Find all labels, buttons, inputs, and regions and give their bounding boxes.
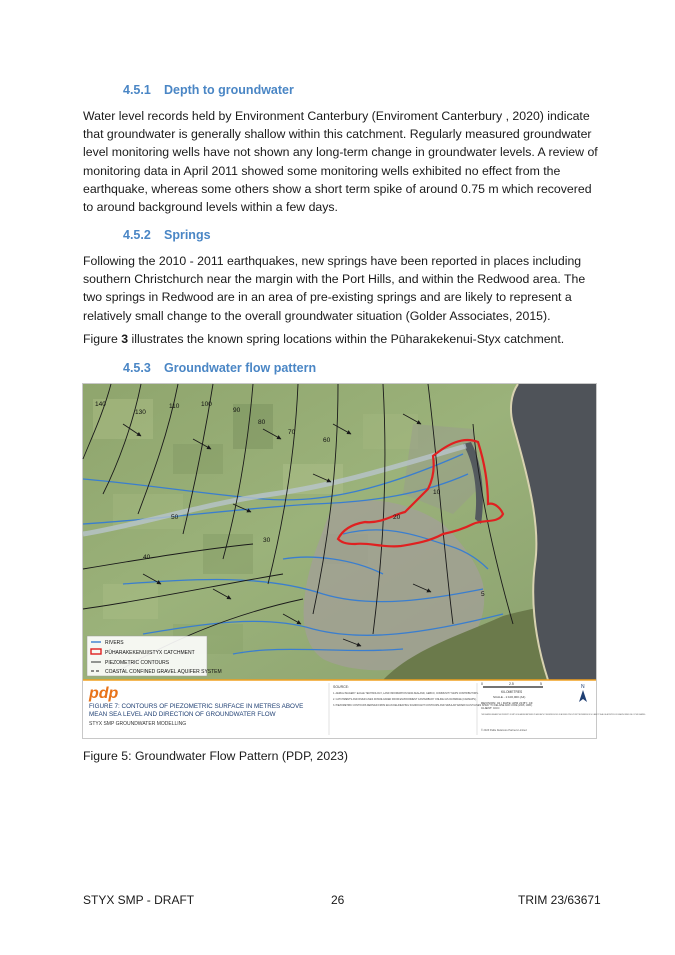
groundwater-flow-map-figure — [82, 383, 646, 739]
footer-right: TRIM 23/63671 — [518, 893, 601, 907]
contour-label: 80 — [258, 419, 266, 426]
section-title: Depth to groundwater — [164, 83, 294, 97]
contour-label: 30 — [263, 537, 271, 544]
contour-label: 70 — [288, 429, 296, 436]
section-heading-4-5-1 — [123, 83, 294, 97]
page-number: 26 — [331, 893, 345, 907]
sources-heading: SOURCE: — [333, 685, 349, 689]
scale-tick: 5 — [540, 682, 542, 686]
paragraph-figure-reference — [83, 330, 603, 348]
contour-label: 90 — [233, 407, 241, 414]
title-block — [83, 680, 646, 738]
legend-item-aquifer: COASTAL CONFINED GRAVEL AQUIFER SYSTEM — [105, 669, 222, 675]
figure-caption: Figure 5: Groundwater Flow Pattern (PDP, 2023) — [83, 749, 348, 763]
contour-label: 140 — [95, 401, 106, 408]
scale-tick: 0 — [481, 682, 483, 686]
section-number: 4.5.2 — [123, 228, 151, 242]
figure-title-line-2: MEAN SEA LEVEL AND DIRECTION OF GROUNDWATER FLOW — [89, 711, 276, 718]
scale-unit: KILOMETRES — [501, 690, 523, 694]
map-legend — [87, 636, 222, 676]
paragraph-depth-to-groundwater: Water level records held by Environment Canterbury (Enviroment Canterbury , 2020) indicate that groundwater is generally shallow within this catchment. Regularly measured groundwater level monitoring wells have not shown any long-term change in groundwater levels. A review of monitoring data in April 2011 showed some monitoring wells exhibited no effect from the earthquake, whereas some others show a short term spike of around 0.75 m which recovered to around background levels within a few days. — [83, 109, 598, 215]
legend-item-rivers: RIVERS — [105, 640, 124, 646]
legend-item-catchment: PŪHARAKEKENUI/STYX CATCHMENT — [105, 650, 195, 656]
section-number: 4.5.3 — [123, 361, 151, 375]
figref-text: illustrates the known spring locations within the Pūharakekenui-Styx catchment. — [128, 332, 565, 346]
figure-number: 3 — [121, 332, 129, 346]
contour-label: 10 — [433, 489, 441, 496]
source-note: 1. AERIAL IMAGERY: EAGLE TECHNOLOGY, LAND INFORMATION NEW ZEALAND, GEBCO, COMMUNITY MAPS CONTRIBUTORS. — [333, 692, 479, 695]
contour-label: 5 — [481, 591, 485, 598]
section-number: 4.5.1 — [123, 83, 151, 97]
section-title: Groundwater flow pattern — [164, 361, 317, 375]
client-info: CLIENT: CCC — [481, 706, 500, 710]
pdp-logo: pdp — [89, 685, 119, 702]
contour-label: 40 — [143, 554, 151, 561]
disclaimer: THIS DRAWING REMAINS THE PROPERTY OF PATTLE DELAMORE PARTNERS LTD AND MAY NOT BE REPRODUCED OR ALTERED WITHOUT WRITTEN PERMISSION. NO LIABILITY SHALL BE ACCEPTED FOR UNAUTHORISED USE OF THIS DRAWING. — [481, 715, 646, 716]
section-heading-4-5-3 — [123, 361, 316, 375]
revision-info: REVISION: 01 | DATE: APR 23 BY: CF — [481, 701, 533, 705]
figref-text: Figure — [83, 332, 122, 346]
legend-item-contours: PIEZOMETRIC CONTOURS — [105, 660, 170, 666]
copyright: © 2023 Pattle Delamore Partners Limited — [481, 729, 527, 732]
source-note: 3. PIEZOMETRIC CONTOURS DERIVED FROM ECAN DELINEATING SIGNIFICANT CONTOURS AND SIMULAR WATER FLUSH LINES SPRAY TO DELAINE AND CORE (2008, 1986). — [333, 704, 533, 707]
section-heading-4-5-2 — [123, 228, 211, 242]
scale-tick: 2.5 — [509, 682, 514, 686]
paragraph-springs: Following the 2010 - 2011 earthquakes, new springs have been reported in places including southern Christchurch near the margin with the Port Hills, and within the Redwood area. The two springs in Redwood are in an area of pre-existing springs and are likely to represent a relatively small change to the overall groundwater situation (Golder Associates, 2015). — [83, 254, 586, 323]
project-name: STYX SMP GROUNDWATER MODELLING — [89, 721, 187, 727]
footer-left: STYX SMP - DRAFT — [83, 893, 195, 907]
contour-label: 50 — [171, 514, 179, 521]
north-label: N — [581, 684, 585, 690]
contour-label: 20 — [393, 514, 401, 521]
scale-ratio: SCALE - 1:100,000 (A4) — [493, 695, 526, 699]
figure-title-line-1: FIGURE 7: CONTOURS OF PIEZOMETRIC SURFACE IN METRES ABOVE — [89, 703, 304, 710]
section-title: Springs — [164, 228, 211, 242]
contour-label: 60 — [323, 437, 331, 444]
contour-label: 130 — [135, 409, 146, 416]
source-note: 2. CATCHMENTS AND RIVER LINES DOWNLOADED FROM ENVIRONMENT CANTERBURY ONLINE GIS DATABASE (CANMAPS). — [333, 698, 477, 701]
contour-label: 100 — [201, 401, 212, 408]
contour-label: 110 — [169, 403, 180, 410]
